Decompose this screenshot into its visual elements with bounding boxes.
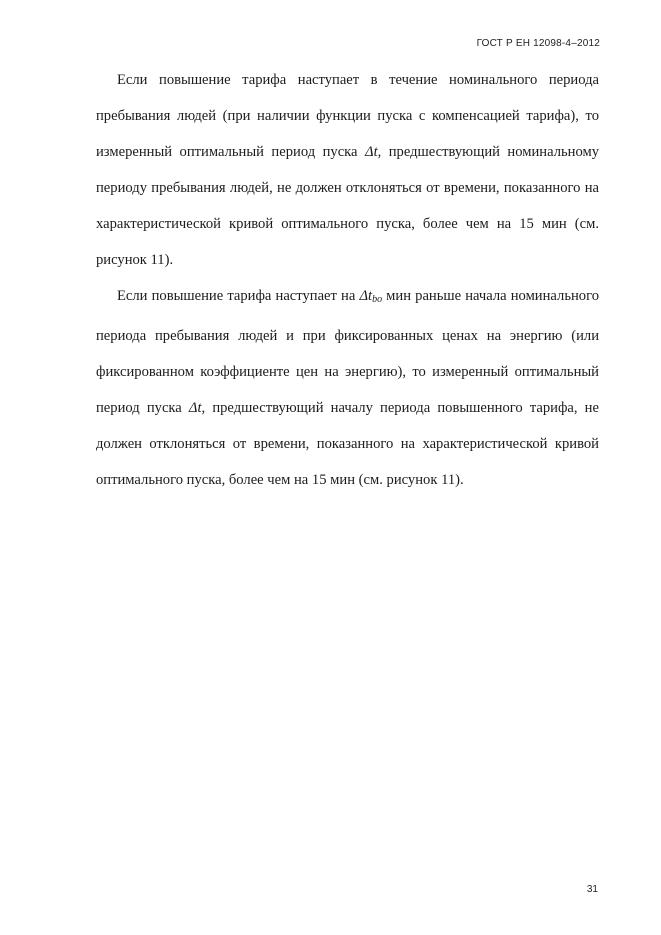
paragraph-1-text-end: , предшествующий номинальному периоду пребывания людей, не должен отклоняться от времени, показанного на характеристической кривой оптимального пуска, более чем на 15 мин (см. рисунок 11).	[96, 144, 599, 268]
paragraph-2-text-start: Если повышение тарифа наступает на	[117, 288, 360, 304]
paragraph-1	[96, 62, 599, 278]
delta-t-bo-symbol: Δt	[359, 288, 373, 304]
paragraph-2-text-middle: мин раньше начала номинального периода пребывания людей и при фиксированных ценах на энергию (или фиксированном коэффициенте цен на энергию), то измеренный оптимальный период пуска	[96, 288, 599, 416]
paragraph-2	[96, 278, 599, 498]
page-number: 31	[586, 884, 598, 895]
delta-t-symbol-2: Δt	[188, 400, 202, 416]
document-header: ГОСТ Р ЕН 12098-4–2012	[476, 38, 600, 49]
delta-t-bo-subscript: bo	[372, 294, 383, 305]
delta-t-symbol: Δt	[365, 144, 378, 160]
body-text	[96, 62, 599, 498]
paragraph-2-text-end: , предшествующий началу периода повышенного тарифа, не должен отклоняться от времени, показанного на характеристической кривой оптимального пуска, более чем на 15 мин (см. рисунок 11).	[96, 400, 599, 488]
paragraph-1-text-start: Если повышение тарифа наступает в течение номинального периода пребывания людей (при наличии функции пуска с компенсацией тарифа), то измеренный оптимальный период пуска	[96, 72, 599, 160]
